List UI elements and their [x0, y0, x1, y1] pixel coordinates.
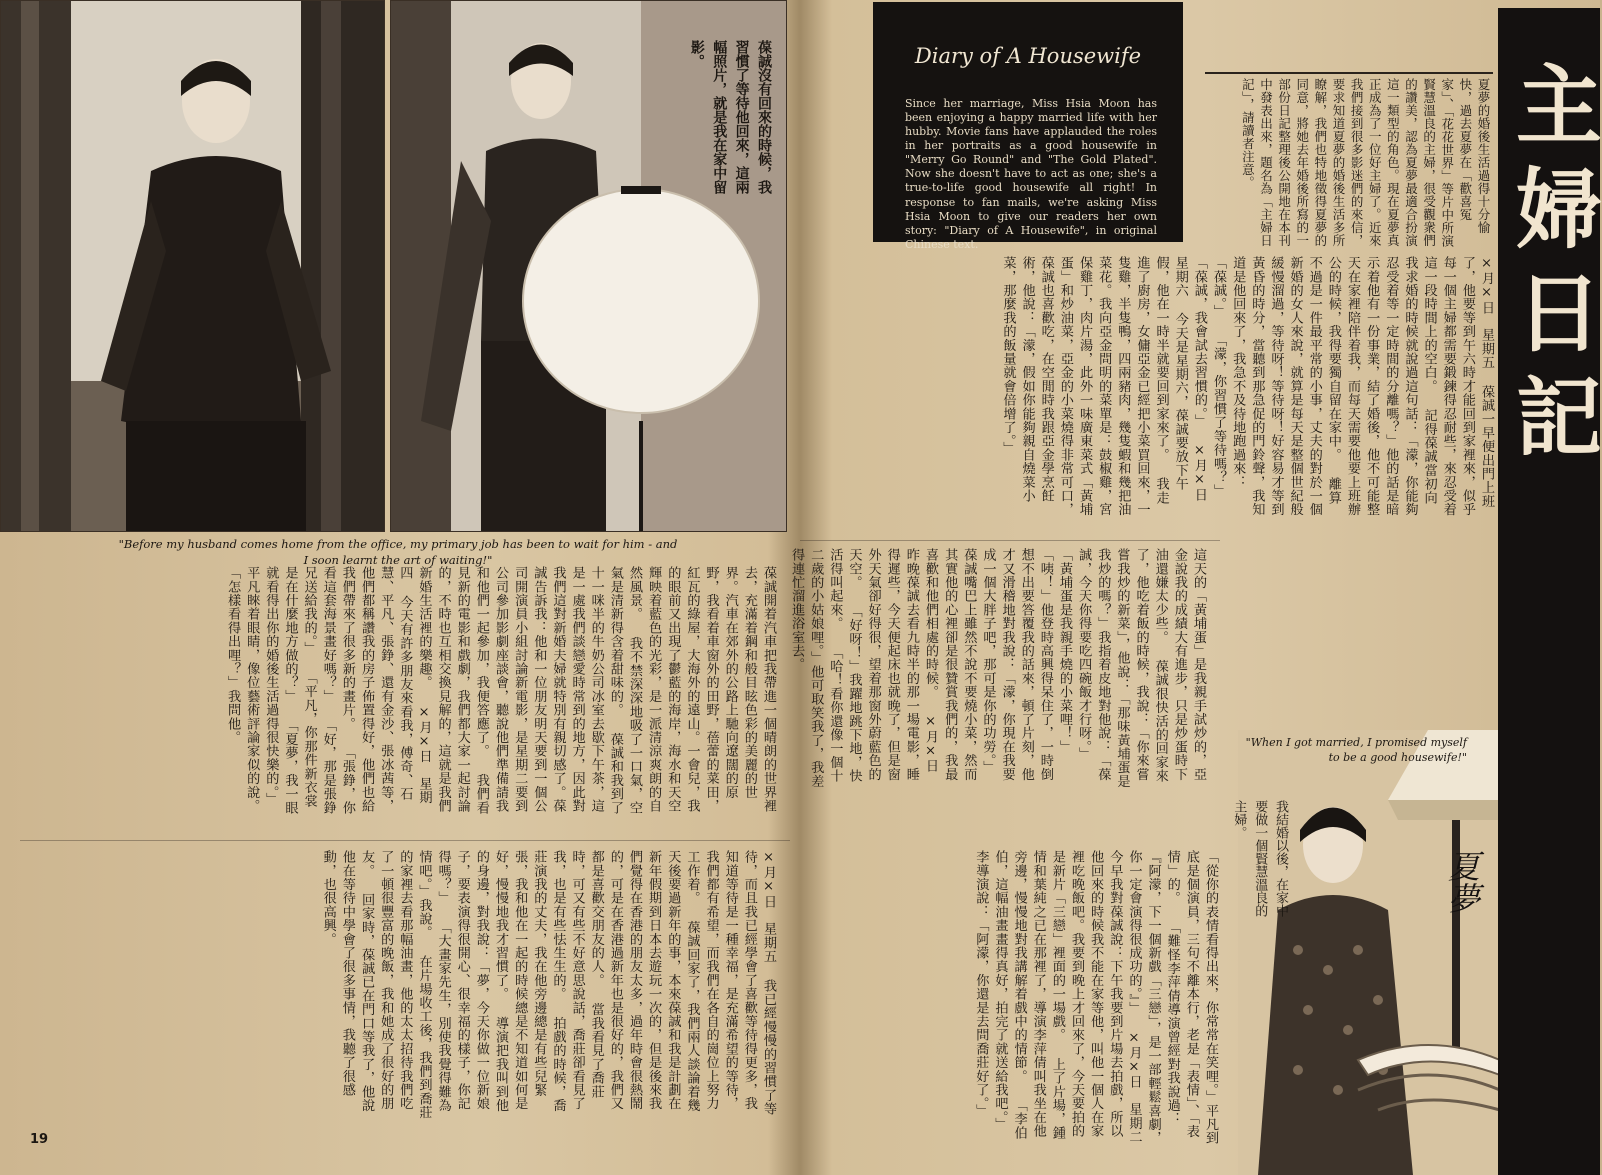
- right-col-13: 「咦！」他登時高興得呆住了，一時倒想不出要答覆我的話來，頓了片刻，他才又滑稽地對我說：「濛，你現在我要成一個大胖子吧，那可是你的功勞。」: [980, 548, 1053, 781]
- right-col-15: ×月×日: [923, 714, 939, 773]
- left-col-5: 今天有許多朋友來看我，傅奇、石慧、平凡、張錚、還有金沙、張冰茜等，他們都稱讚我的房子佈置得好，他們也給我們帶來了很多新的畫片。: [339, 566, 413, 813]
- right-lower-col-12: 回家時，葆誠已在門口等我了，他說他在等待中學會了很多事情，我聽了很感動，也很高興。: [320, 850, 375, 1113]
- right-col-4: 「葆誠。」: [1211, 256, 1227, 318]
- right-page-lower-text: [800, 850, 1220, 1150]
- left-col-7: 「好，那是張錚兄送給我的。」: [301, 566, 336, 815]
- english-intro-box: [873, 2, 1183, 251]
- right-lower-col-6: 李導演說：「阿濛，你還是去問喬莊好了。」: [973, 850, 989, 1118]
- right-col-8: 今天是星期六，葆誠要放下午假，他在一時半就要回到家來了。: [1153, 256, 1188, 491]
- right-col-1: 葆誠一早便出門上班了，他要等到午六時才能回到家裡來，似乎每一個主婦都需要鍛鍊得忍耐些，來忍受着這一段時間上的空白。: [1421, 256, 1494, 517]
- left-col-6: 「張錚，你看這套海景畫好嗎？」: [320, 566, 355, 815]
- left-col-12: 我已經慢慢的習慣了等待，而且我已經學會了喜歡等待得更多，我知道等待是一種幸福，是充滿希望的等待，我們都有希望，而我們在各自的崗位上努力工作着。: [684, 850, 776, 1116]
- photo-woman-in-jacket: [0, 0, 385, 532]
- right-col-9: 我走進了廚房，女傭亞金已經把小菜買回來，一隻雞，半隻鴨，四兩豬肉，幾隻蝦和幾把油菜花。我向亞金問明的菜單是：鼓椒雞，宮保雞丁，肉片湯，此外一味廣東菜式「黃埔蛋」和炒油菜，亞金的小菜燒得非常可口，葆誠也喜歡吃，在空閒時我跟亞金學烹飪術，他說：「濛，假如你能夠親自燒菜小菜，那麼我的飯量就會倍增了。」: [1000, 256, 1169, 517]
- left-col-0: 葆誠開着汽車把我帶進一個晴朗的世界裡去，充滿着鋼和般目眩色彩的美麗的世界。汽車在郊外的公路上馳向遼闊的原野，我看着車窗外的田野，蓓蕾的菜田，紅瓦的綠屋，大海外的遠山。一會兒，我的眼前又出現了鬱藍的海岸，海水和天空輝映着藍色的光彩，是一派清涼爽朗的自然風景。: [627, 566, 776, 813]
- photo-woman-in-jacket-image: [1, 1, 384, 531]
- right-lower-col-8: 拍戲的時候，喬莊演我的丈夫，我在他旁邊總是有些兒緊張，我和他在一起的時候總是不知道如何是好，慢慢地我才習慣了。: [493, 850, 566, 1113]
- right-lower-col-1: 「難怪李萍倩導演曾經對我說過：『阿濛，下一個新戲「三戀」，是一部輕鬆喜劇，你一定會演得很成功的。』」: [1126, 850, 1180, 1145]
- left-col-11: ×月×日 星期五: [761, 850, 776, 964]
- right-col-3: 離算不過是一件最平常的小事，丈夫的對於一個新婚的女人來說，就算是每天是整個世紀般緩慢溜過，等待呀！等待呀！好容易才等到黃昏的時分，當聽到那急促的門鈴聲，我知道是他回來了，我急不及待地跑過來：: [1230, 256, 1341, 517]
- right-col-11: 葆誠很快活的回家來了，他吃着飯的時候，我說：「你來嘗嘗我炒的新菜」，他說：「那味黃埔蛋是我炒的嗎？」我指着皮地對他說：「葆誠，今天你得要吃四碗飯才行呀。」: [1076, 548, 1168, 788]
- left-col-1: 我不禁深深地吸了一口氣，空氣是清新得含着甜味的。: [607, 566, 643, 815]
- right-lower-col-10: 「大畫家先生，別使我覺得難為情吧。」我說。: [416, 850, 451, 1113]
- right-lower-col-3: 今早我對葆誠說：下午我要到片場去拍戲，所以他回來的時候我不能在家等他，叫他一個人在家裡吃晚飯吧。我要到晚上才回來了，今天要拍的是新片「三戀」裡面的一場戲。: [1049, 850, 1123, 1138]
- photo-caption-zh: 葆誠沒有回來的時候，我習慣了等待他回來，這兩幅照片，就是我在家中留影。: [688, 40, 772, 194]
- right-col-10: 這天的「黃埔蛋」是我親手試炒的，亞金說我的成績大有進步，只是炒蛋時下油還嫌太少些。: [1152, 548, 1206, 781]
- left-col-2: 葆誠和我到了十一咪半的牛奶公司冰室去歇下午茶，這是一處我們談戀愛時常到的地方，因此對我們這對新婚夫婦就特別有親切感了。葆誠告訴我：他和一位朋友明天要到一個公司開演員小組討論新電影，是星期二要到公司參加影劇座談會，聽說他們準備請我和他們一起參加，我便答應了。: [473, 566, 623, 815]
- right-lower-col-7: 當我看見了喬莊時，可又有些不好意思說話，喬莊卻看見了我，也是有些怯生生的。: [550, 850, 604, 1111]
- right-lower-col-0: 「從你的表情看得出來，你常常在笑哩。」平凡到底是個演員，三句不離本行，老是「表情」、「表情」的。: [1164, 850, 1218, 1145]
- left-col-9: 「夏夢，我一眼就看得出你的婚後生活過得很快樂的。」平凡睞着眼睛，像位藝術評論家似的說。: [244, 566, 298, 815]
- right-col-0: ×月×日 星期五: [1479, 256, 1494, 370]
- right-col-6: 「葆誠，我會試去習慣的。」: [1191, 256, 1207, 428]
- right-lower-col-4: 上了片場，鍾情和葉純之已在那裡了，導演李萍倩叫我坐在他旁邊，慢慢地對我講解着戲中的情節。: [1011, 850, 1065, 1140]
- right-lower-col-11: 在片場收工後，我們到喬莊的家裡去看那幅油畫，他的太太招待我們吃了一頓很豐富的晚飯，我和她成了很好的朋友。: [359, 850, 432, 1120]
- article-title: 主婦日記: [1501, 60, 1602, 476]
- right-col-12: 「黃埔蛋是我親手燒的小菜哩！」: [1057, 548, 1073, 754]
- right-col-5: 「濛，你習慣了等待嗎？」: [1211, 333, 1227, 498]
- left-page-lower-text: [28, 850, 778, 1120]
- photo3-caption-zh: 我結婚以後，在家中要做一個賢慧溫良的主婦。: [1231, 800, 1288, 917]
- intro-frame-top: [1205, 72, 1493, 74]
- intro-zh: 夏夢的婚後生活過得十分愉快，過去夏夢在「歡喜冤家」、「花花世界」等片中所演賢慧溫良的主婦，很受觀衆們的讚美，認為夏夢最適合扮演這一類型的角色。現在夏夢真正成為了一位好主婦了。近來我們接到很多影迷們的來信，要求知道夏夢的婚後生活多所瞭解，我們也特地徵得夏夢的同意，將她去年婚後所寫的一部份日記整理後公開地在本刊中發表出來，題名為「主婦日記」，請讀者注意。: [1240, 78, 1491, 248]
- english-intro-title: Diary of A Housewife: [914, 44, 1142, 68]
- left-col-4: ×月×日 星期四: [397, 566, 432, 805]
- right-page-middle-text: [789, 548, 1208, 788]
- right-col-18: 「哈！看你還像一個十二歲的小姑娘哩。」他可取笑我了，我差得連忙溜進浴室去。: [789, 548, 843, 788]
- right-col-7: ×月×日 星期六: [1172, 256, 1207, 516]
- divider-left-page: [20, 840, 790, 841]
- right-col-17: 「好呀！」我躍地跳下地，快活得叫起來。: [827, 548, 862, 783]
- left-col-3: 我們看見新的電影和戲劇，我們都大家一起討論的，不時也互相交換見解的，這就是我們新婚生活裡的樂趣。: [416, 566, 489, 815]
- left-col-10: 「怎樣看得出哩？」我問他。: [225, 566, 241, 745]
- left-page-middle-text: [28, 566, 778, 816]
- right-lower-col-9: 導演把我叫到他的身邊，對我說：「夢，今天你做一位新娘子，要表演得很開心、很幸福的樣子，你記得嗎？」: [435, 850, 509, 1113]
- right-lower-col-2: ×月×日 星期二: [1126, 1030, 1142, 1144]
- photo-caption-en: "Before my husband comes home from the office, my primary job has been to wait for him - and I soon learnt the art of waiting!": [118, 537, 678, 568]
- right-col-14: 葆誠嘴巴上雖然不說不要燒小菜，然而其實他的心裡卻是很贊賞我們的，我最喜歡和他們相處的時候。: [923, 548, 977, 781]
- page-number: 19: [30, 1132, 49, 1147]
- right-col-16: 昨晚葆誠去看九時半的那一場電影，睡得遲些，今天便起床也就晚了，但是窗外天氣卻好得很，望着那窗外蔚藍色的天空。: [846, 548, 919, 781]
- divider-right-page: [800, 540, 1220, 541]
- left-col-13: 葆誠回家了，我們兩人談論着幾天後要過新年的事，本來葆誠和我是計劃在新年假期到日本去遊玩一次的，但是後來我們覺得在香港的朋友太多，過年時會很熱鬧的，可是在香港過新年也是很好的，我們又都是喜歡交朋友的人。: [588, 850, 700, 1113]
- right-col-2: 記得葆誠當初向我求婚的時候就說過這句話：「濛，你能夠忍受着等一定時間的分離嗎？」他的話是暗示着他有一份事業，結了婚後，他不可能整天在家裡陪伴着我，而每天需要他要上班辦公的時候，我得要獨自留在家中。: [1325, 256, 1437, 517]
- english-intro-body: Since her marriage, Miss Hsia Moon has been enjoying a happy married life with her hubby. Movie fans have applauded the roles in her portraits as a good housewife in "Merry Go Round" and "The Gold Plated". Now she doesn't have to act as one; she's a true-to-life good housewife all right! In response to fan mails, we're asking Miss Hsia Moon to give our readers her own story: "Diary of A Housewife", in original Chinese text.: [905, 97, 1157, 251]
- right-lower-col-5: 「李伯伯，這幅油畫畫得真好，拍完了就送給我吧。」: [992, 850, 1027, 1140]
- photo3-caption-en: "When I got married, I promised myself to be a good housewife!": [1245, 736, 1467, 765]
- left-col-8: 「平凡，你那件新衣裳是在什麼地方做的？」: [282, 566, 317, 808]
- right-page-upper-text: [856, 256, 1496, 518]
- author-signature: 夏夢: [1443, 850, 1481, 914]
